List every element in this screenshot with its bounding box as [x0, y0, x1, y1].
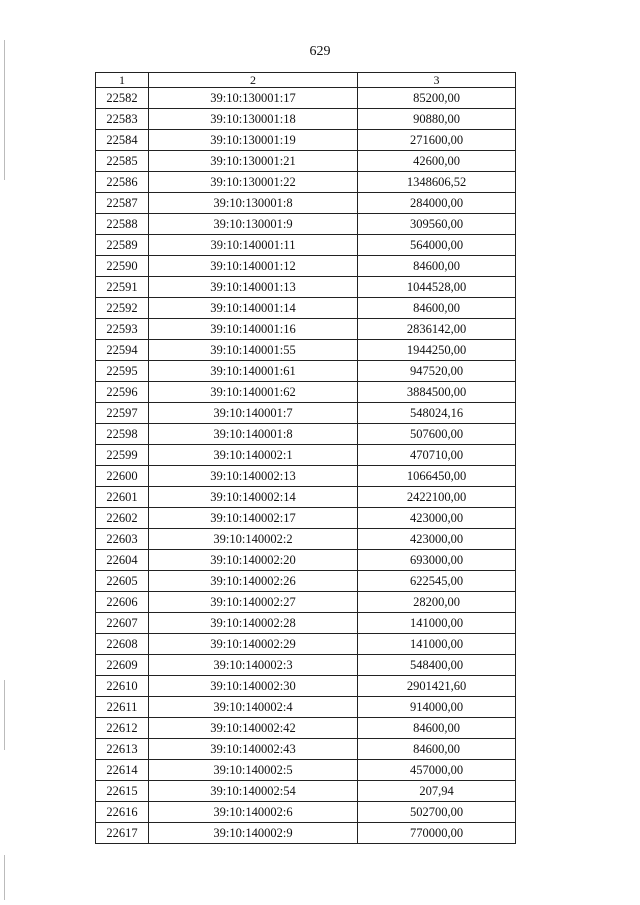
cadastral-number-cell: 39:10:130001:22 [149, 172, 358, 193]
value-cell: 564000,00 [358, 235, 516, 256]
value-cell: 28200,00 [358, 592, 516, 613]
table-row [96, 823, 516, 844]
value-cell: 1066450,00 [358, 466, 516, 487]
value-cell: 141000,00 [358, 613, 516, 634]
row-index-cell: 22583 [96, 109, 149, 130]
table-row [96, 760, 516, 781]
cadastral-number-cell: 39:10:140002:6 [149, 802, 358, 823]
value-cell: 622545,00 [358, 571, 516, 592]
cadastral-number-cell: 39:10:130001:8 [149, 193, 358, 214]
cadastral-number-cell: 39:10:140001:62 [149, 382, 358, 403]
table-row [96, 697, 516, 718]
cadastral-number-cell: 39:10:130001:17 [149, 88, 358, 109]
row-index-cell: 22588 [96, 214, 149, 235]
table-row [96, 739, 516, 760]
row-index-cell: 22596 [96, 382, 149, 403]
row-index-cell: 22606 [96, 592, 149, 613]
row-index-cell: 22595 [96, 361, 149, 382]
value-cell: 2422100,00 [358, 487, 516, 508]
cadastral-number-cell: 39:10:140001:12 [149, 256, 358, 277]
table-header-row [96, 73, 516, 88]
value-cell: 947520,00 [358, 361, 516, 382]
cadastral-number-cell: 39:10:140002:28 [149, 613, 358, 634]
cadastral-number-cell: 39:10:140001:16 [149, 319, 358, 340]
value-cell: 914000,00 [358, 697, 516, 718]
row-index-cell: 22604 [96, 550, 149, 571]
row-index-cell: 22593 [96, 319, 149, 340]
table-row [96, 88, 516, 109]
cadastral-number-cell: 39:10:140002:54 [149, 781, 358, 802]
cadastral-number-cell: 39:10:140002:3 [149, 655, 358, 676]
column-header-cadastral-number: 2 [149, 73, 358, 88]
cadastral-number-cell: 39:10:140002:42 [149, 718, 358, 739]
row-index-cell: 22597 [96, 403, 149, 424]
table-row [96, 109, 516, 130]
cadastral-number-cell: 39:10:140001:55 [149, 340, 358, 361]
table-row [96, 172, 516, 193]
value-cell: 423000,00 [358, 508, 516, 529]
table-row [96, 361, 516, 382]
row-index-cell: 22613 [96, 739, 149, 760]
scan-margin-line [4, 680, 5, 750]
cadastral-number-cell: 39:10:140002:17 [149, 508, 358, 529]
row-index-cell: 22609 [96, 655, 149, 676]
table-row [96, 340, 516, 361]
table-row [96, 298, 516, 319]
value-cell: 693000,00 [358, 550, 516, 571]
value-cell: 1044528,00 [358, 277, 516, 298]
table-row [96, 382, 516, 403]
value-cell: 2901421,60 [358, 676, 516, 697]
row-index-cell: 22599 [96, 445, 149, 466]
value-cell: 457000,00 [358, 760, 516, 781]
cadastral-number-cell: 39:10:140001:7 [149, 403, 358, 424]
value-cell: 507600,00 [358, 424, 516, 445]
cadastral-number-cell: 39:10:140002:20 [149, 550, 358, 571]
value-cell: 85200,00 [358, 88, 516, 109]
row-index-cell: 22608 [96, 634, 149, 655]
table-row [96, 277, 516, 298]
table-row [96, 718, 516, 739]
cadastral-number-cell: 39:10:130001:21 [149, 151, 358, 172]
table-row [96, 571, 516, 592]
cadastral-number-cell: 39:10:130001:18 [149, 109, 358, 130]
value-cell: 470710,00 [358, 445, 516, 466]
row-index-cell: 22601 [96, 487, 149, 508]
table-row [96, 151, 516, 172]
table-body [96, 88, 516, 844]
value-cell: 84600,00 [358, 256, 516, 277]
cadastral-number-cell: 39:10:140001:8 [149, 424, 358, 445]
value-cell: 309560,00 [358, 214, 516, 235]
row-index-cell: 22586 [96, 172, 149, 193]
row-index-cell: 22598 [96, 424, 149, 445]
cadastral-number-cell: 39:10:140001:13 [149, 277, 358, 298]
value-cell: 90880,00 [358, 109, 516, 130]
value-cell: 84600,00 [358, 298, 516, 319]
row-index-cell: 22589 [96, 235, 149, 256]
cadastral-number-cell: 39:10:130001:19 [149, 130, 358, 151]
table-row [96, 256, 516, 277]
value-cell: 3884500,00 [358, 382, 516, 403]
value-cell: 207,94 [358, 781, 516, 802]
row-index-cell: 22616 [96, 802, 149, 823]
cadastral-number-cell: 39:10:140002:5 [149, 760, 358, 781]
row-index-cell: 22614 [96, 760, 149, 781]
row-index-cell: 22590 [96, 256, 149, 277]
row-index-cell: 22611 [96, 697, 149, 718]
table-row [96, 634, 516, 655]
value-cell: 423000,00 [358, 529, 516, 550]
row-index-cell: 22592 [96, 298, 149, 319]
row-index-cell: 22582 [96, 88, 149, 109]
table-row [96, 655, 516, 676]
cadastral-number-cell: 39:10:140001:11 [149, 235, 358, 256]
cadastral-number-cell: 39:10:140002:9 [149, 823, 358, 844]
cadastral-number-cell: 39:10:140002:29 [149, 634, 358, 655]
value-cell: 284000,00 [358, 193, 516, 214]
table-row [96, 550, 516, 571]
row-index-cell: 22605 [96, 571, 149, 592]
value-cell: 84600,00 [358, 739, 516, 760]
cadastral-number-cell: 39:10:140002:4 [149, 697, 358, 718]
table-row [96, 781, 516, 802]
table-row [96, 466, 516, 487]
value-cell: 548024,16 [358, 403, 516, 424]
value-cell: 1944250,00 [358, 340, 516, 361]
cadastral-number-cell: 39:10:140002:2 [149, 529, 358, 550]
table-row [96, 487, 516, 508]
cadastral-number-cell: 39:10:140002:27 [149, 592, 358, 613]
row-index-cell: 22587 [96, 193, 149, 214]
table-row [96, 319, 516, 340]
cadastral-number-cell: 39:10:130001:9 [149, 214, 358, 235]
value-cell: 271600,00 [358, 130, 516, 151]
value-cell: 42600,00 [358, 151, 516, 172]
table-row [96, 214, 516, 235]
scan-margin-line [4, 855, 5, 900]
table-row [96, 424, 516, 445]
scan-margin-line [4, 40, 5, 180]
table-row [96, 445, 516, 466]
table-row [96, 508, 516, 529]
row-index-cell: 22610 [96, 676, 149, 697]
row-index-cell: 22591 [96, 277, 149, 298]
table-row [96, 592, 516, 613]
row-index-cell: 22617 [96, 823, 149, 844]
value-cell: 770000,00 [358, 823, 516, 844]
value-cell: 1348606,52 [358, 172, 516, 193]
cadastral-number-cell: 39:10:140002:13 [149, 466, 358, 487]
table-row [96, 676, 516, 697]
table-row [96, 529, 516, 550]
cadastral-number-cell: 39:10:140002:26 [149, 571, 358, 592]
cadastral-number-cell: 39:10:140002:30 [149, 676, 358, 697]
row-index-cell: 22594 [96, 340, 149, 361]
table-row [96, 802, 516, 823]
cadastral-number-cell: 39:10:140002:43 [149, 739, 358, 760]
row-index-cell: 22600 [96, 466, 149, 487]
page-number: 629 [309, 44, 331, 59]
row-index-cell: 22607 [96, 613, 149, 634]
row-index-cell: 22612 [96, 718, 149, 739]
table-row [96, 613, 516, 634]
cadastral-number-cell: 39:10:140002:14 [149, 487, 358, 508]
column-header-number: 1 [96, 73, 149, 88]
value-cell: 2836142,00 [358, 319, 516, 340]
table-row [96, 193, 516, 214]
value-cell: 141000,00 [358, 634, 516, 655]
cadastral-number-cell: 39:10:140002:1 [149, 445, 358, 466]
row-index-cell: 22602 [96, 508, 149, 529]
table-row [96, 403, 516, 424]
row-index-cell: 22615 [96, 781, 149, 802]
cadastral-value-table [95, 72, 516, 844]
cadastral-number-cell: 39:10:140001:61 [149, 361, 358, 382]
column-header-value: 3 [358, 73, 516, 88]
cadastral-number-cell: 39:10:140001:14 [149, 298, 358, 319]
table-row [96, 235, 516, 256]
row-index-cell: 22584 [96, 130, 149, 151]
row-index-cell: 22585 [96, 151, 149, 172]
table-row [96, 130, 516, 151]
value-cell: 548400,00 [358, 655, 516, 676]
row-index-cell: 22603 [96, 529, 149, 550]
value-cell: 84600,00 [358, 718, 516, 739]
value-cell: 502700,00 [358, 802, 516, 823]
